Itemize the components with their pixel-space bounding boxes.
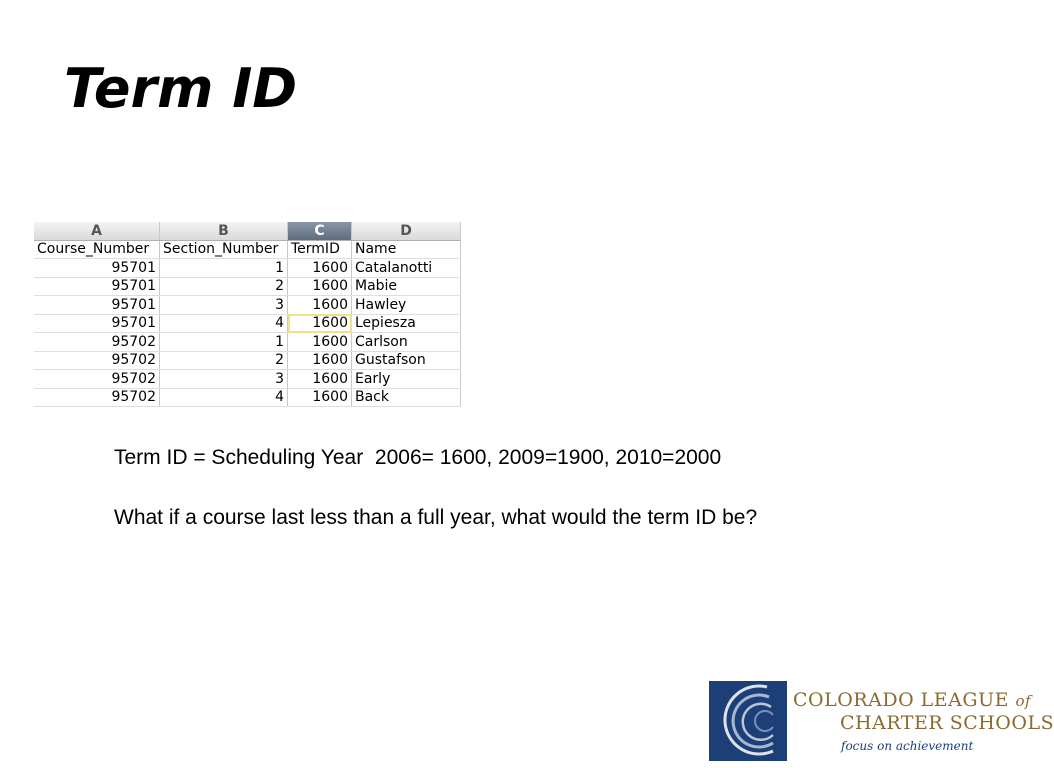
cell[interactable]: 95702 xyxy=(34,333,160,352)
logo-tagline: focus on achievement xyxy=(841,739,974,753)
cell[interactable]: 95702 xyxy=(34,370,160,389)
cell[interactable]: Early xyxy=(352,370,461,389)
column-header-c[interactable]: C xyxy=(288,222,352,240)
cell[interactable]: 4 xyxy=(160,388,288,407)
cell[interactable]: Hawley xyxy=(352,296,461,315)
column-header-a[interactable]: A xyxy=(34,222,160,240)
table-row xyxy=(34,296,461,315)
table-row xyxy=(34,259,461,278)
term-id-question: What if a course last less than a full year, what would the term ID be? xyxy=(114,506,758,529)
cell[interactable]: 1600 xyxy=(288,296,352,315)
spreadsheet-table xyxy=(34,222,461,407)
cell[interactable]: 95702 xyxy=(34,388,160,407)
cell[interactable]: 1 xyxy=(160,259,288,278)
cell[interactable]: Carlson xyxy=(352,333,461,352)
cell[interactable]: 95701 xyxy=(34,277,160,296)
column-header-b[interactable]: B xyxy=(160,222,288,240)
term-id-explanation: Term ID = Scheduling Year 2006= 1600, 2009=1900, 2010=2000 xyxy=(114,446,722,469)
logo-text-line1: COLORADO LEAGUE of xyxy=(793,689,1032,711)
cell[interactable]: 1600 xyxy=(288,370,352,389)
colorado-league-logo xyxy=(709,681,1054,761)
cell[interactable]: Mabie xyxy=(352,277,461,296)
cell[interactable]: Course_Number xyxy=(34,240,160,259)
table-row xyxy=(34,314,461,333)
cell[interactable]: Back xyxy=(352,388,461,407)
cell[interactable]: 2 xyxy=(160,351,288,370)
cell[interactable]: Name xyxy=(352,240,461,259)
cell[interactable]: 3 xyxy=(160,370,288,389)
cell[interactable]: 3 xyxy=(160,296,288,315)
table-row xyxy=(34,277,461,296)
table-row xyxy=(34,388,461,407)
cell[interactable]: TermID xyxy=(288,240,352,259)
slide-title: Term ID xyxy=(64,57,298,120)
cell[interactable]: 95701 xyxy=(34,296,160,315)
cell[interactable]: 2 xyxy=(160,277,288,296)
cell[interactable]: 1600 xyxy=(288,259,352,278)
column-letter-row xyxy=(34,222,461,240)
cell[interactable]: 95701 xyxy=(34,259,160,278)
cell[interactable]: Gustafson xyxy=(352,351,461,370)
cell[interactable]: 4 xyxy=(160,314,288,333)
cell[interactable]: Section_Number xyxy=(160,240,288,259)
active-cell[interactable]: 1600 xyxy=(288,314,352,333)
cell[interactable]: Lepiesza xyxy=(352,314,461,333)
cell[interactable]: Catalanotti xyxy=(352,259,461,278)
cell[interactable]: 1600 xyxy=(288,277,352,296)
field-header-row xyxy=(34,240,461,259)
table-row xyxy=(34,333,461,352)
table-row xyxy=(34,351,461,370)
cell[interactable]: 95702 xyxy=(34,351,160,370)
table-row xyxy=(34,370,461,389)
cell[interactable]: 1 xyxy=(160,333,288,352)
logo-text-line2: CHARTER SCHOOLS xyxy=(840,712,1054,734)
column-header-d[interactable]: D xyxy=(352,222,461,240)
cell[interactable]: 95701 xyxy=(34,314,160,333)
cell[interactable]: 1600 xyxy=(288,351,352,370)
cell[interactable]: 1600 xyxy=(288,333,352,352)
logo-swirl-icon xyxy=(709,681,787,761)
cell[interactable]: 1600 xyxy=(288,388,352,407)
